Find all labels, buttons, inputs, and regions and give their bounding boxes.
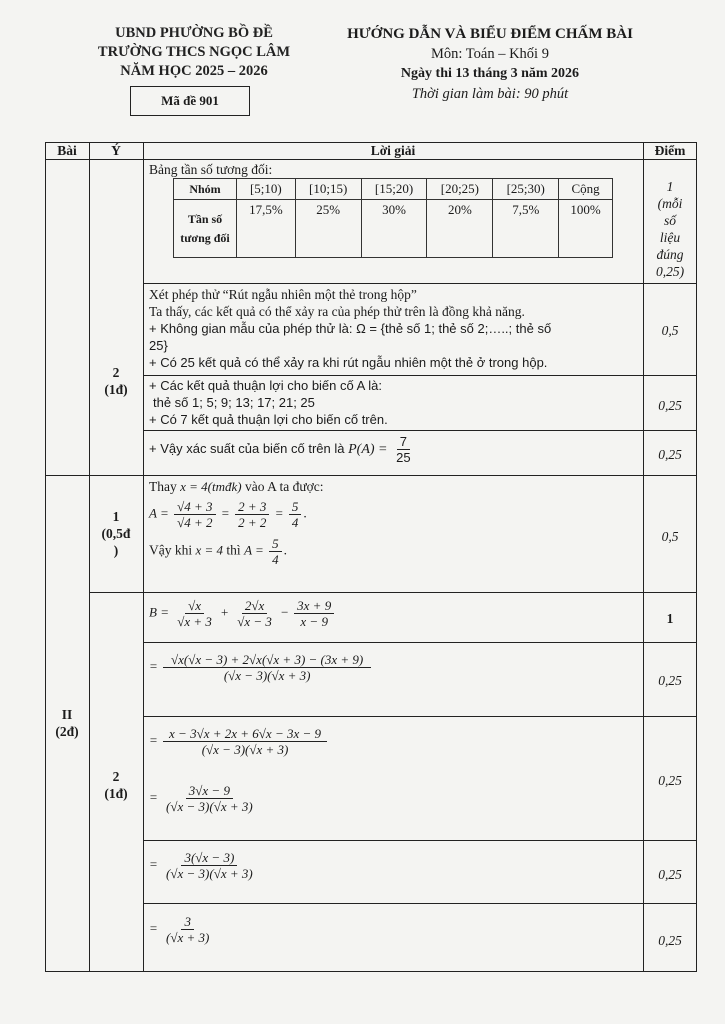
answer-line: + Có 7 kết quả thuận lợi cho biến cố trên. — [149, 412, 388, 427]
score-factor: 0,25 — [658, 867, 682, 882]
answer-line: Ta thấy, các kết quả có thể xảy ra của phép thử trên là đồng khả năng. — [149, 304, 525, 319]
score-common-denominator: 0,25 — [658, 673, 682, 688]
col-header-y: Ý — [111, 143, 121, 158]
answer-line: + Có 25 kết quả có thể xảy ra khi rút ngẫu nhiên một thẻ ở trong hộp. — [149, 355, 548, 370]
fraction-numerator: 5 — [289, 499, 302, 515]
probability-label: P(A) = — [348, 441, 388, 457]
math-label: A = — [244, 542, 264, 558]
exam-duration: Thời gian làm bài: 90 phút — [411, 86, 569, 102]
fraction — [163, 783, 256, 814]
math-label: B = — [149, 604, 169, 620]
grading-table — [45, 142, 697, 971]
fraction-numerator: 5 — [269, 536, 282, 552]
subject-line: Môn: Toán – Khối 9 — [431, 46, 549, 62]
item-number: 2 — [112, 769, 120, 784]
score-simplify: 0,25 — [658, 933, 682, 948]
col-header-loigiai: Lời giải — [370, 143, 416, 158]
fraction-numerator: √4 + 3 — [174, 499, 215, 515]
answer-row-expand: = $\frac{x - 3√x + 2x + 6√x - 3x - 9}{(√x - 3)(√x + 3)}$ = $\frac{3√x - 9}{(√x - 3)(√x + 3)}$ — [149, 726, 639, 814]
answer-row-common-denominator: = $\frac{√x(√x - 3) + 2√x(√x + 3) - (3x + 9)}{(√x - 3)(√x + 3)}$ — [149, 652, 639, 683]
exam-header — [315, 24, 665, 104]
answer-text: vào A ta được: — [244, 479, 324, 494]
score-frequency-l1: 1 — [666, 179, 674, 194]
answer-text: Thay — [149, 479, 177, 494]
freq-head-cell: [25;30) — [493, 179, 559, 200]
fraction-numerator: 7 — [397, 434, 410, 450]
score-frequency-l4: liệu — [659, 230, 681, 245]
score-frequency-l5: đúng — [656, 247, 684, 262]
item-points: (1đ) — [104, 786, 128, 801]
problem-points: (2đ) — [55, 724, 79, 739]
answer-text: thì — [226, 542, 241, 558]
problem-number: II — [61, 707, 73, 722]
freq-head-cell: [20;25) — [427, 179, 493, 200]
answer-row-favorable — [149, 377, 639, 428]
answer-text: Vậy khi — [149, 542, 193, 558]
answer-line: + Không gian mẫu của phép thử là: Ω = {thẻ số 1; thẻ số 2;…..; thẻ số — [149, 321, 552, 336]
frequency-table — [173, 178, 613, 258]
fraction-denominator: (√x − 3)(√x + 3) — [166, 799, 253, 814]
answer-row-substitute: Thay x = 4(tmđk) vào A ta được: A = $\frac{√4 + 3}{√4 + 2}$ = $\frac{2 + 3}{2 + 2}$ = $\frac{5}{4}$ . Vậy khi x = 4 thì A = $\frac{5}{4}$ . — [149, 479, 324, 567]
freq-head-cell: [5;10) — [237, 179, 296, 200]
fraction — [163, 726, 327, 757]
score-favorable: 0,25 — [658, 398, 682, 413]
freq-value: 20% — [427, 200, 493, 258]
exam-code-box: Mã đề 901 — [130, 86, 250, 116]
school-header — [70, 24, 318, 81]
fraction — [294, 598, 334, 629]
fraction-denominator: √x − 3 — [237, 614, 272, 629]
score-frequency-l6: 0,25) — [655, 264, 685, 279]
problem-number-2 — [45, 706, 89, 740]
school-name: TRƯỜNG THCS NGỌC LÂM — [97, 44, 291, 60]
answer-row-factor: = $\frac{3(√x - 3)}{(√x - 3)(√x + 3)}$ — [149, 850, 639, 881]
freq-value: 100% — [559, 200, 613, 258]
score-frequency-l2: (mỗi — [657, 196, 683, 211]
fraction — [174, 598, 215, 629]
fraction — [289, 499, 302, 530]
freq-value: 25% — [295, 200, 361, 258]
score-substitute: 0,5 — [661, 529, 679, 544]
fraction-numerator: 3x + 9 — [294, 598, 334, 614]
item-number-1 — [89, 508, 143, 559]
fraction — [163, 652, 371, 683]
item-number-2b — [89, 768, 143, 802]
math-condition: x = 4(tmđk) — [180, 479, 242, 494]
document-title: HƯỚNG DẪN VÀ BIỂU ĐIỂM CHẤM BÀI — [347, 26, 633, 42]
col-header-bai: Bài — [57, 143, 77, 158]
exam-date: Ngày thi 13 tháng 3 năm 2026 — [400, 66, 580, 81]
fraction-denominator: 4 — [272, 552, 279, 567]
fraction-denominator: √4 + 2 — [177, 515, 213, 530]
item-points: ) — [113, 543, 119, 558]
answer-row-sample-space — [149, 286, 639, 371]
math-condition: x = 4 — [195, 542, 224, 558]
freq-value: 30% — [361, 200, 427, 258]
fraction — [235, 499, 269, 530]
col-header-diem: Điểm — [654, 143, 686, 158]
probability-fraction — [393, 434, 413, 465]
answer-line: + Vậy xác suất của biến cố trên là — [149, 440, 345, 456]
freq-value: 7,5% — [493, 200, 559, 258]
fraction-denominator: (√x − 3)(√x + 3) — [223, 668, 311, 683]
fraction-numerator: √x — [185, 598, 204, 614]
freq-head-cell: [15;20) — [361, 179, 427, 200]
freq-head-group: Nhóm — [174, 179, 237, 200]
frequency-intro: Bảng tần số tương đối: — [149, 162, 273, 177]
fraction-denominator: √x + 3 — [177, 614, 212, 629]
fraction-denominator: 2 + 2 — [238, 515, 267, 530]
fraction-denominator: 25 — [396, 450, 411, 465]
score-frequency-l3: số — [663, 213, 676, 228]
item-number: 2 — [112, 365, 120, 380]
item-points: (0,5đ — [101, 526, 131, 541]
fraction — [163, 914, 212, 945]
math-label: A = — [149, 505, 169, 521]
score-sample-space: 0,5 — [661, 323, 679, 338]
school-year: NĂM HỌC 2025 – 2026 — [120, 63, 268, 79]
fraction-denominator: x − 9 — [300, 614, 328, 629]
item-number-2 — [89, 364, 143, 398]
score-b-expression: 1 — [666, 611, 674, 626]
answer-line: thẻ số 1; 5; 9; 13; 17; 21; 25 — [153, 395, 315, 410]
fraction-denominator: (√x − 3)(√x + 3) — [166, 866, 253, 881]
freq-head-cell: [10;15) — [295, 179, 361, 200]
score-probability: 0,25 — [658, 447, 682, 462]
fraction-numerator: 2√x — [242, 598, 267, 614]
score-frequency — [643, 178, 697, 280]
fraction-numerator: 2 + 3 — [235, 499, 269, 515]
fraction — [269, 536, 282, 567]
fraction — [163, 850, 256, 881]
district-name: UBND PHƯỜNG BỒ ĐỀ — [115, 25, 273, 41]
freq-head-total: Cộng — [559, 179, 613, 200]
item-points: (1đ) — [104, 382, 128, 397]
answer-row-b-expression: B = $\frac{√x}{√x + 3}$ + $\frac{2√x}{√x - 3}$ − $\frac{3x + 9}{x - 9}$ — [149, 598, 639, 629]
answer-line: Xét phép thử “Rút ngẫu nhiên một thẻ trong hộp” — [149, 287, 417, 302]
fraction-numerator: √x(√x − 3) + 2√x(√x + 3) − (3x + 9) — [163, 652, 371, 668]
fraction-denominator: 4 — [291, 515, 299, 530]
fraction — [174, 499, 215, 530]
answer-line: + Các kết quả thuận lợi cho biến cố A là: — [149, 378, 382, 393]
fraction-numerator: 3 — [181, 914, 194, 930]
answer-row-probability — [149, 434, 639, 465]
answer-line: 25} — [149, 338, 168, 353]
fraction-numerator: x − 3√x + 2x + 6√x − 3x − 9 — [163, 726, 327, 742]
fraction — [234, 598, 275, 629]
fraction-numerator: 3(√x − 3) — [181, 850, 237, 866]
freq-row-label: Tần số tương đối — [174, 200, 237, 258]
item-number: 1 — [112, 509, 120, 524]
score-expand: 0,25 — [658, 773, 682, 788]
answer-row-simplify: = $\frac{3}{(√x + 3)}$ — [149, 914, 639, 945]
fraction-denominator: (√x + 3) — [166, 930, 210, 945]
fraction-denominator: (√x − 3)(√x + 3) — [201, 742, 289, 757]
freq-value: 17,5% — [237, 200, 296, 258]
fraction-numerator: 3√x − 9 — [186, 783, 233, 799]
